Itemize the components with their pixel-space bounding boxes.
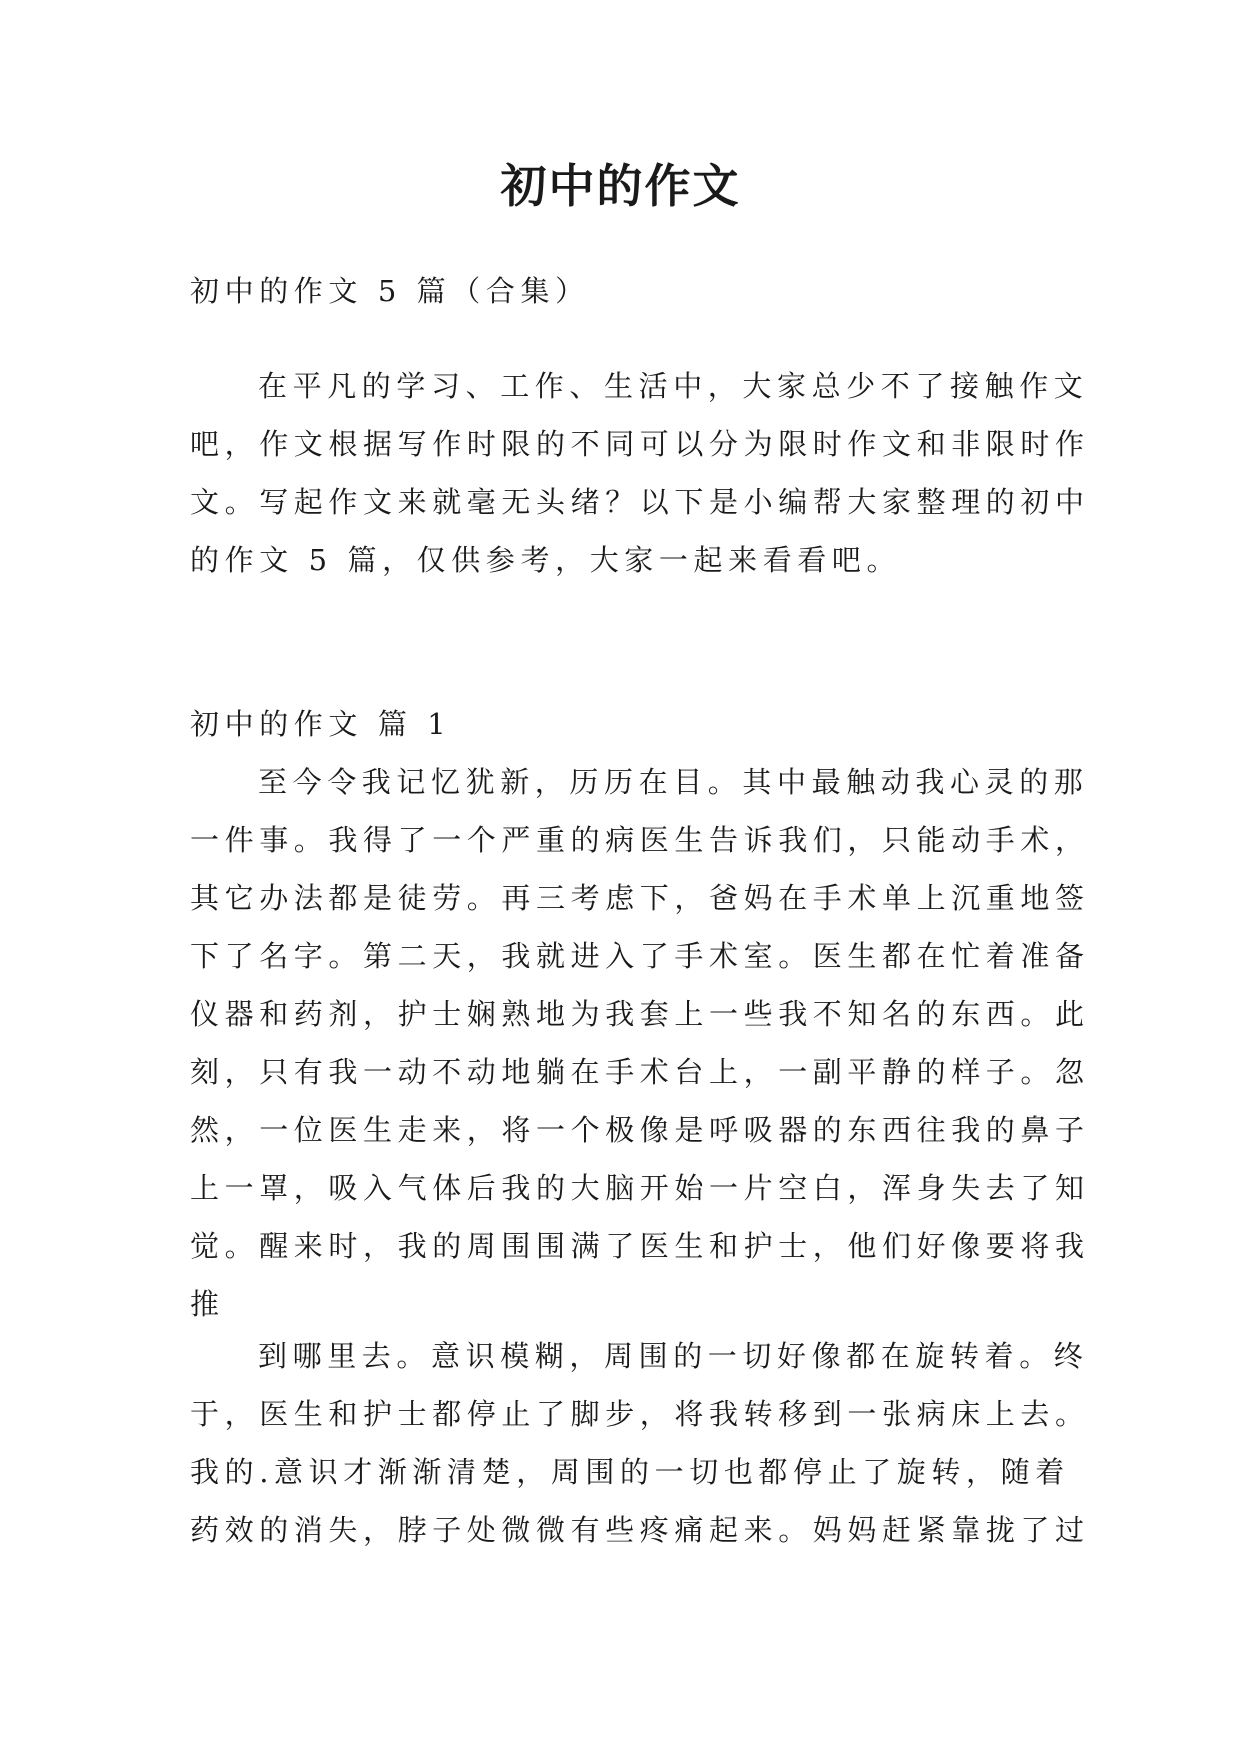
paragraph-line: 我的.意识才渐渐清楚，周围的一切也都停止了旋转，随着 [190, 1455, 1070, 1489]
paragraph-line: 仪器和药剂，护士娴熟地为我套上一些我不知名的东西。此 [190, 997, 1090, 1031]
section-heading [190, 695, 1060, 753]
paragraph-line: 下了名字。第二天，我就进入了手术室。医生都在忙着准备 [190, 939, 1090, 973]
paragraph-line: 一件事。我得了一个严重的病医生告诉我们，只能动手术， [190, 823, 1090, 857]
document-title: 初中的作文 [500, 159, 741, 213]
section-heading-line: 初中的作文 篇 1 [190, 707, 452, 741]
intro-line: 在平凡的学习、工作、生活中，大家总少不了接触作文 [258, 369, 1089, 403]
paragraph-line: 至今令我记忆犹新，历历在目。其中最触动我心灵的那 [258, 765, 1089, 799]
paragraph-line: 刻，只有我一动不动地躺在手术台上，一副平静的样子。忽 [190, 1055, 1090, 1089]
paragraph-line: 推 [190, 1287, 225, 1321]
intro-line: 的作文 5 篇，仅供参考，大家一起来看看吧。 [190, 543, 902, 577]
document-subtitle [190, 262, 1060, 320]
subtitle-line: 初中的作文 5 篇（合集） [190, 274, 590, 308]
paragraph-line: 觉。醒来时，我的周围围满了医生和护士，他们好像要将我 [190, 1229, 1090, 1263]
paragraph-line: 到哪里去。意识模糊，周围的一切好像都在旋转着。终 [258, 1339, 1089, 1373]
paragraph-line: 于，医生和护士都停止了脚步，将我转移到一张病床上去。 [190, 1397, 1090, 1431]
intro-line: 吧，作文根据写作时限的不同可以分为限时作文和非限时作 [190, 427, 1090, 461]
paragraph-line: 药效的消失，脖子处微微有些疼痛起来。妈妈赶紧靠拢了过 [190, 1513, 1090, 1547]
intro-paragraph [190, 357, 1090, 589]
paragraph-line: 然，一位医生走来，将一个极像是呼吸器的东西往我的鼻子 [190, 1113, 1090, 1147]
essay-paragraph-2 [190, 1327, 1090, 1559]
paragraph-line: 其它办法都是徒劳。再三考虑下，爸妈在手术单上沉重地签 [190, 881, 1090, 915]
intro-line: 文。写起作文来就毫无头绪？以下是小编帮大家整理的初中 [190, 485, 1090, 519]
essay-paragraph-1 [190, 753, 1090, 1333]
paragraph-line: 上一罩，吸入气体后我的大脑开始一片空白，浑身失去了知 [190, 1171, 1090, 1205]
